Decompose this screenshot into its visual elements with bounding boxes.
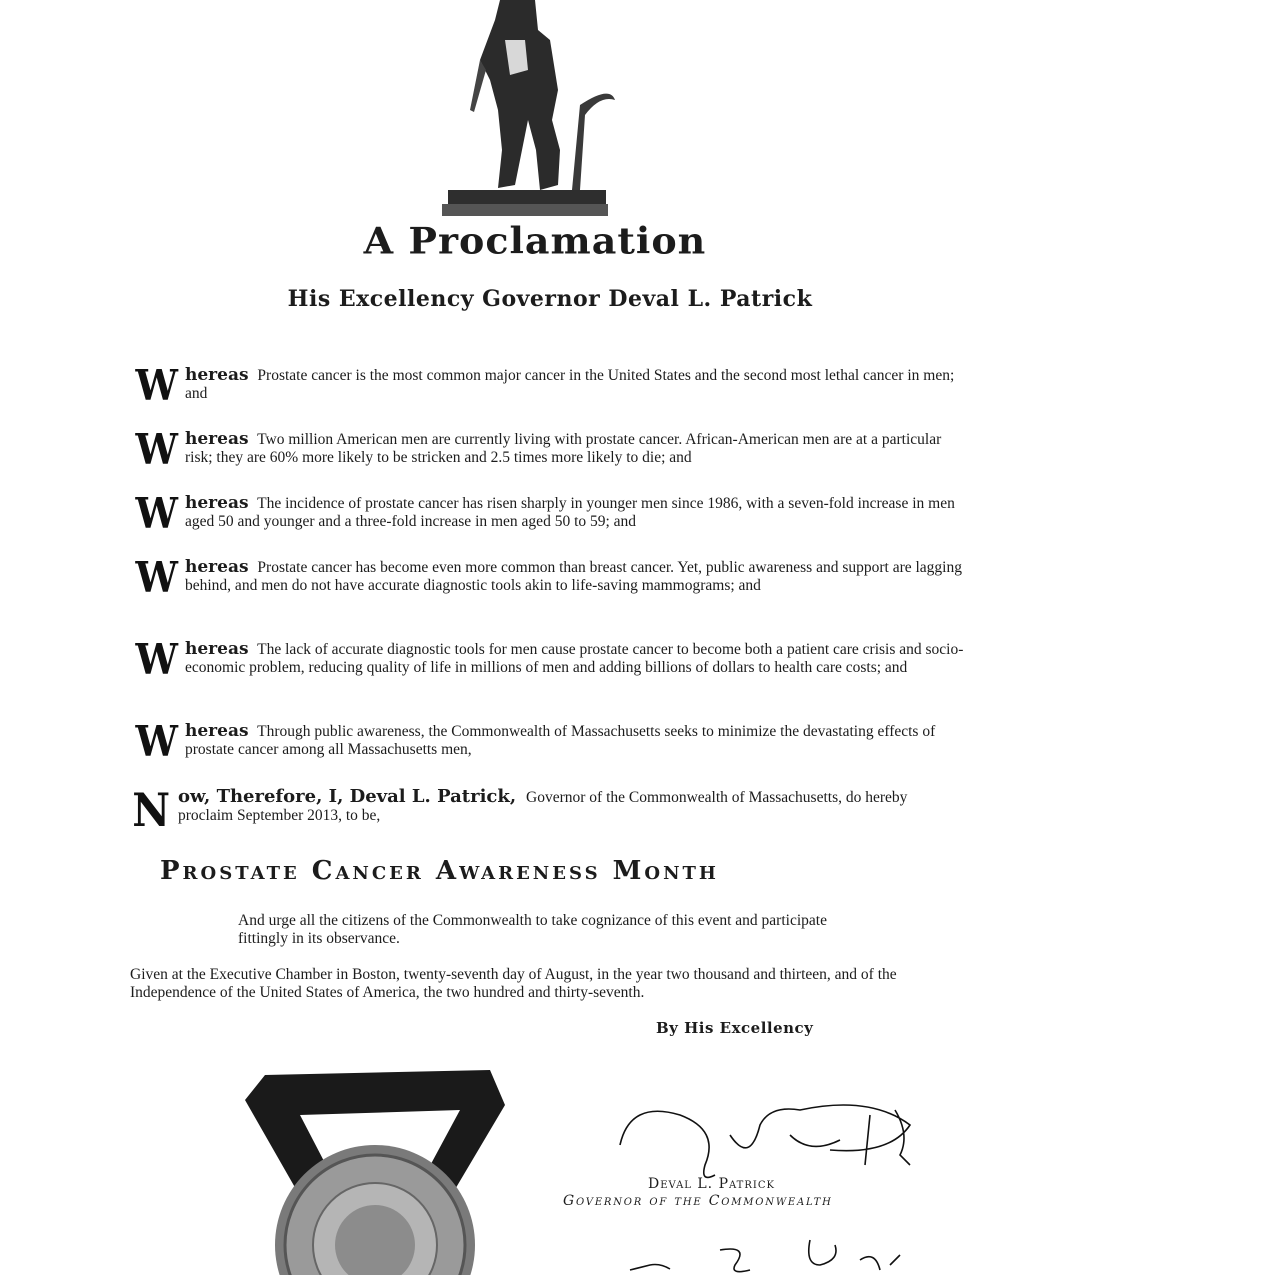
clause-text: Through public awareness, the Commonwealth of Massachusetts seeks to minimize the devastating effects of prostate cancer among all Massachusetts men, (185, 723, 936, 758)
clause-word: hereas (185, 721, 249, 741)
urge-paragraph: And urge all the citizens of the Commonwealth to take cognizance of this event and participate fittingly in its observance. (238, 912, 827, 947)
secretary-signature (620, 1235, 920, 1275)
clause-text: Two million American men are currently living with prostate cancer. African-American men are at a particular risk; they are 60% more likely to be stricken and 2.5 times more likely to die; and (185, 431, 942, 466)
clause-initial: W (135, 717, 178, 766)
whereas-clause-4 (133, 553, 968, 602)
now-initial: N (132, 783, 171, 837)
clause-word: hereas (185, 493, 249, 513)
clause-word: hereas (185, 639, 249, 659)
minuteman-statue-icon (440, 0, 620, 220)
clause-word: hereas (185, 557, 249, 577)
given-paragraph: Given at the Executive Chamber in Boston, twenty-seventh day of August, in the year two thousand and thirteen, and of the Independence of the United States of America, the two hundred and thirty-seventh. (130, 966, 897, 1001)
awareness-month-title: Prostate Cancer Awareness Month (160, 856, 719, 886)
whereas-clause-1 (133, 361, 968, 410)
whereas-clause-3 (133, 489, 968, 538)
whereas-clause-6 (133, 717, 968, 766)
clause-word: hereas (185, 429, 249, 449)
clause-text: Prostate cancer has become even more common than breast cancer. Yet, public awareness and support are lagging behind, and men do not have accurate diagnostic tools akin to life-saving mammograms; and (185, 559, 962, 594)
clause-word: hereas (185, 365, 249, 385)
clause-text: Prostate cancer is the most common major cancer in the United States and the second most lethal cancer in men; and (185, 367, 955, 402)
clause-initial: W (135, 553, 178, 602)
now-word: ow, Therefore, I, Deval L. Patrick, (178, 786, 517, 807)
proclamation-title: A Proclamation (363, 219, 707, 262)
clause-initial: W (135, 489, 178, 538)
commonwealth-seal-icon (240, 1070, 510, 1275)
whereas-clause-5 (133, 635, 968, 684)
governor-name: Deval L. Patrick (648, 1176, 775, 1192)
now-therefore-clause (130, 783, 965, 837)
clause-initial: W (135, 635, 178, 684)
whereas-clause-2 (133, 425, 968, 474)
clause-text: The lack of accurate diagnostic tools for men cause prostate cancer to become both a patient care crisis and socio-economic problem, reducing quality of life in millions of men and adding billions of dollars to health care costs; and (185, 641, 964, 676)
now-text: Governor of the Commonwealth of Massachusetts, do hereby proclaim September 2013, to be, (178, 789, 908, 824)
proclamation-subtitle: His Excellency Governor Deval L. Patrick (287, 286, 813, 312)
governor-title: Governor of the Commonwealth (563, 1193, 833, 1209)
by-his-excellency: By His Excellency (656, 1019, 814, 1037)
clause-initial: W (135, 361, 178, 410)
clause-text: The incidence of prostate cancer has risen sharply in younger men since 1986, with a seven-fold increase in men aged 50 and younger and a three-fold increase in men aged 50 to 59; and (185, 495, 955, 530)
governor-signature (610, 1095, 920, 1185)
clause-initial: W (135, 425, 178, 474)
